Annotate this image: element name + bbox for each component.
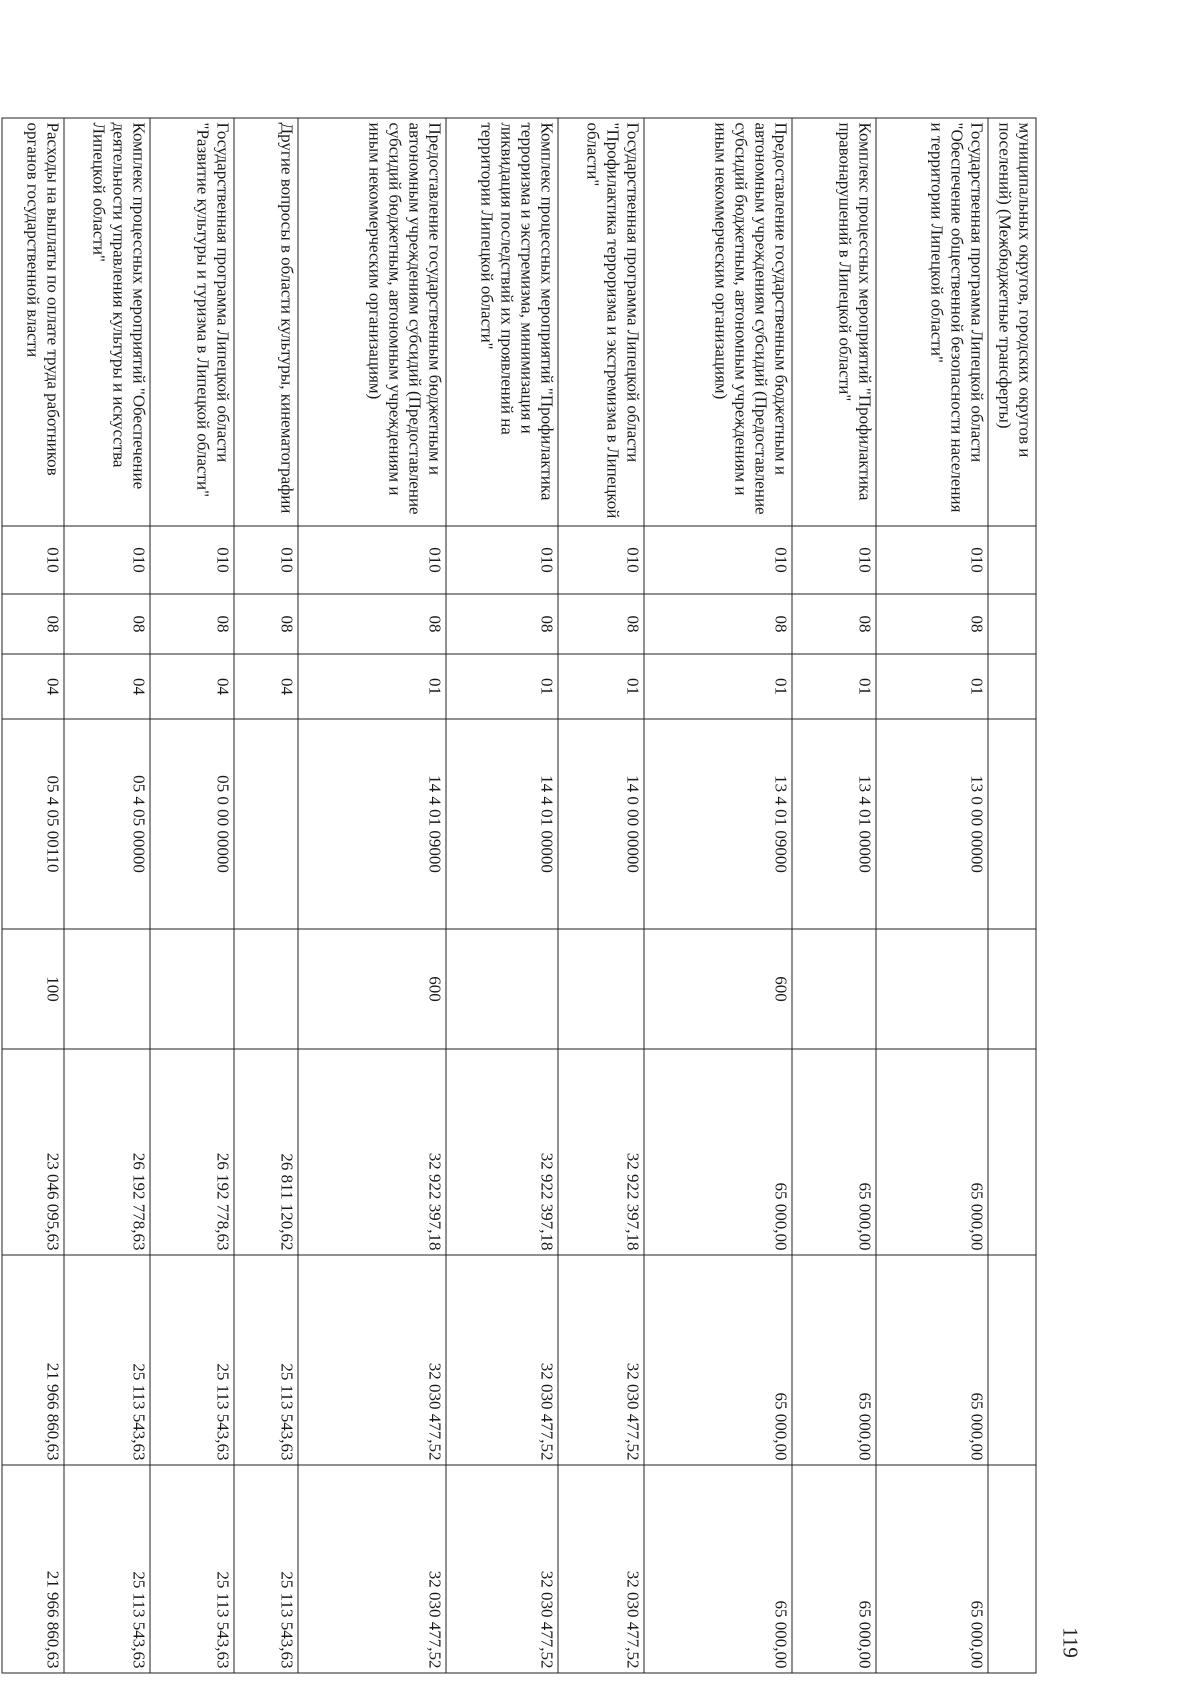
code-grbs: 010: [2, 526, 64, 594]
item-name: Предоставление государственным бюджетным и автономным учреждениям субсидий (Предоставление субсидий бюджетным, автономным учреждениям и иным некоммерческим организациям): [644, 118, 792, 526]
budget-table: [2, 118, 1037, 1674]
code-subsection: 01: [298, 654, 446, 719]
item-name: Расходы на выплаты по оплате труда работников органов государственной власти: [2, 118, 64, 526]
item-name: Государственная программа Липецкой области "Профилактика терроризма и экстремизма в Липецкой области": [558, 118, 644, 526]
item-name: Комплекс процессных мероприятий "Обеспечение деятельности управления культуры и искусства Липецкой области": [64, 118, 150, 526]
code-grbs: 010: [150, 526, 234, 594]
code-target-article: 14 4 01 09000: [298, 719, 446, 929]
amount-year-3: 32 030 477,52: [298, 1465, 446, 1673]
item-name: Другие вопросы в области культуры, кинематографии: [234, 118, 298, 526]
code-grbs: 010: [792, 526, 876, 594]
amount-year-2: 25 113 543,63: [234, 1255, 298, 1465]
amount-year-1: 65 000,00: [644, 1049, 792, 1255]
code-section: 08: [876, 594, 988, 654]
amount-year-3: 25 113 543,63: [150, 1465, 234, 1673]
code-target-article: 14 4 01 00000: [446, 719, 558, 929]
amount-year-2: 25 113 543,63: [150, 1255, 234, 1465]
code-subsection: 01: [792, 654, 876, 719]
item-name: Комплекс процессных мероприятий "Профилактика терроризма и экстремизма, минимизация и ликвидация последствий их проявлений на территории Липецкой области": [446, 118, 558, 526]
amount-year-2: 25 113 543,63: [64, 1255, 150, 1465]
table-row: [2, 118, 64, 1673]
table-row: [298, 118, 446, 1673]
table-row: [792, 118, 876, 1673]
amount-year-3: 25 113 543,63: [64, 1465, 150, 1673]
code-expense-type: [876, 929, 988, 1049]
code-grbs: 010: [876, 526, 988, 594]
code-section: 08: [150, 594, 234, 654]
table-row: [876, 118, 988, 1673]
table-row: [988, 118, 1036, 1673]
code-expense-type: [234, 929, 298, 1049]
amount-year-2: 32 030 477,52: [446, 1255, 558, 1465]
amount-year-1: 65 000,00: [876, 1049, 988, 1255]
amount-year-3: 65 000,00: [644, 1465, 792, 1673]
amount-year-3: 25 113 543,63: [234, 1465, 298, 1673]
amount-year-2: [988, 1255, 1036, 1465]
amount-year-3: 32 030 477,52: [558, 1465, 644, 1673]
code-grbs: 010: [64, 526, 150, 594]
code-target-article: 05 4 05 00110: [2, 719, 64, 929]
amount-year-3: [988, 1465, 1036, 1673]
code-section: 08: [792, 594, 876, 654]
code-section: 08: [446, 594, 558, 654]
code-grbs: 010: [234, 526, 298, 594]
code-expense-type: [64, 929, 150, 1049]
code-target-article: 13 0 00 00000: [876, 719, 988, 929]
amount-year-1: [988, 1049, 1036, 1255]
code-subsection: 04: [2, 654, 64, 719]
amount-year-1: 26 811 120,62: [234, 1049, 298, 1255]
code-expense-type: [150, 929, 234, 1049]
code-section: 08: [298, 594, 446, 654]
code-subsection: [988, 654, 1036, 719]
amount-year-2: 65 000,00: [792, 1255, 876, 1465]
table-row: [644, 118, 792, 1673]
item-name: Предоставление государственным бюджетным и автономным учреждениям субсидий (Предоставление субсидий бюджетным, автономным учреждениям и иным некоммерческим организациям): [298, 118, 446, 526]
code-grbs: [988, 526, 1036, 594]
code-subsection: 01: [446, 654, 558, 719]
item-name: муниципальных округов, городских округов и поселений) (Межбюджетные трансферты): [988, 118, 1036, 526]
code-target-article: [988, 719, 1036, 929]
item-name: Государственная программа Липецкой области "Развитие культуры и туризма в Липецкой области": [150, 118, 234, 526]
code-target-article: 05 4 05 00000: [64, 719, 150, 929]
code-subsection: 01: [876, 654, 988, 719]
code-section: 08: [644, 594, 792, 654]
amount-year-1: 23 046 095,63: [2, 1049, 64, 1255]
code-subsection: 04: [150, 654, 234, 719]
code-section: 08: [64, 594, 150, 654]
amount-year-3: 65 000,00: [876, 1465, 988, 1673]
code-target-article: 13 4 01 09000: [644, 719, 792, 929]
amount-year-1: 26 192 778,63: [150, 1049, 234, 1255]
amount-year-3: 21 966 860,63: [2, 1465, 64, 1673]
code-target-article: 14 0 00 00000: [558, 719, 644, 929]
code-section: 08: [558, 594, 644, 654]
amount-year-1: 32 922 397,18: [446, 1049, 558, 1255]
amount-year-1: 32 922 397,18: [558, 1049, 644, 1255]
code-expense-type: 600: [298, 929, 446, 1049]
code-target-article: [234, 719, 298, 929]
table-row: [446, 118, 558, 1673]
code-expense-type: [558, 929, 644, 1049]
table-body: [2, 118, 1036, 1673]
code-subsection: 04: [64, 654, 150, 719]
amount-year-1: 65 000,00: [792, 1049, 876, 1255]
amount-year-2: 32 030 477,52: [298, 1255, 446, 1465]
code-expense-type: [988, 929, 1036, 1049]
amount-year-3: 65 000,00: [792, 1465, 876, 1673]
amount-year-2: 32 030 477,52: [558, 1255, 644, 1465]
code-expense-type: [446, 929, 558, 1049]
code-subsection: 01: [558, 654, 644, 719]
code-section: 08: [2, 594, 64, 654]
table-row: [558, 118, 644, 1673]
amount-year-3: 32 030 477,52: [446, 1465, 558, 1673]
amount-year-2: 65 000,00: [644, 1255, 792, 1465]
code-grbs: 010: [446, 526, 558, 594]
code-grbs: 010: [298, 526, 446, 594]
amount-year-2: 21 966 860,63: [2, 1255, 64, 1465]
code-subsection: 04: [234, 654, 298, 719]
item-name: Государственная программа Липецкой области "Обеспечение общественной безопасности населения и территории Липецкой области": [876, 118, 988, 526]
code-grbs: 010: [558, 526, 644, 594]
item-name: Комплекс процессных мероприятий "Профилактика правонарушений в Липецкой области": [792, 118, 876, 526]
table-row: [150, 118, 234, 1673]
amount-year-2: 65 000,00: [876, 1255, 988, 1465]
code-target-article: 13 4 01 00000: [792, 719, 876, 929]
table-row: [64, 118, 150, 1673]
page-number: 119: [1058, 1627, 1083, 1658]
code-target-article: 05 0 00 00000: [150, 719, 234, 929]
rotated-page-content: [23, 118, 1083, 1673]
code-grbs: 010: [644, 526, 792, 594]
amount-year-1: 26 192 778,63: [64, 1049, 150, 1255]
code-expense-type: 600: [644, 929, 792, 1049]
amount-year-1: 32 922 397,18: [298, 1049, 446, 1255]
code-section: [988, 594, 1036, 654]
code-subsection: 01: [644, 654, 792, 719]
code-section: 08: [234, 594, 298, 654]
code-expense-type: 100: [2, 929, 64, 1049]
table-row: [234, 118, 298, 1673]
code-expense-type: [792, 929, 876, 1049]
